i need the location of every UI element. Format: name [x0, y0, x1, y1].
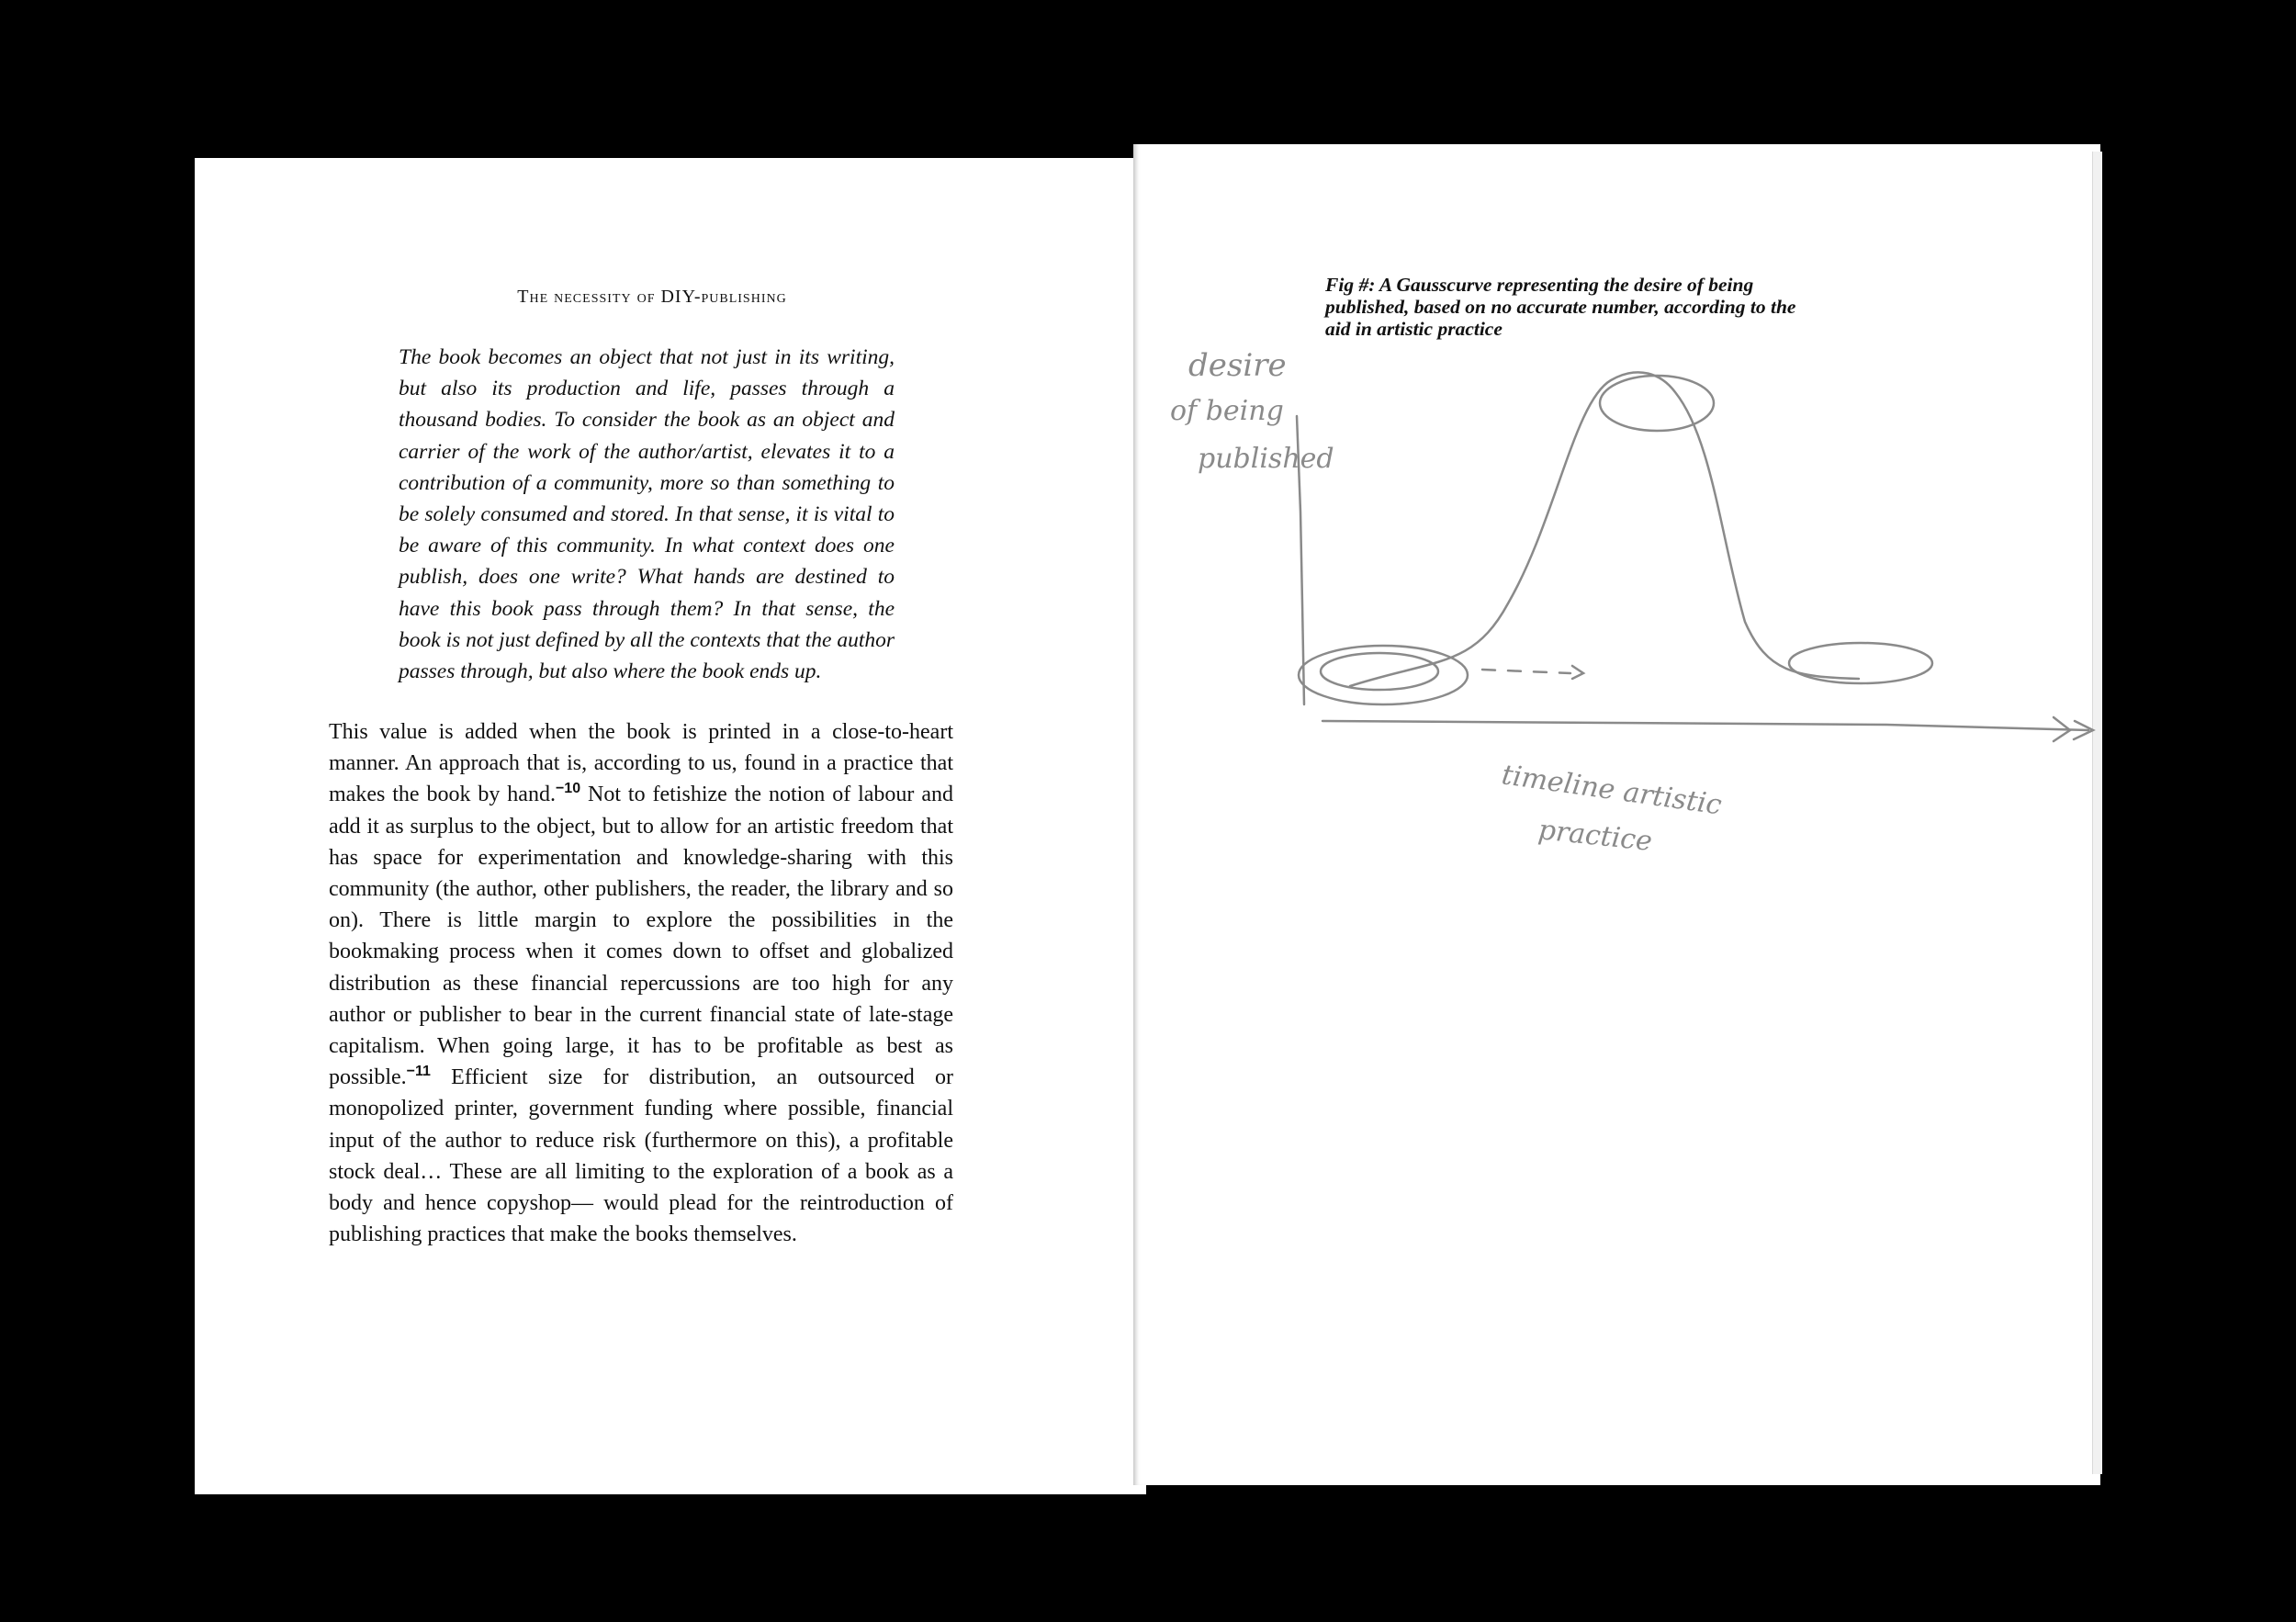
body-text-part-2: Not to fetishize the notion of labour and add it as surplus to the object, but to allow for an artistic freedom that has space for experimentation and knowledge-sharing with this community (the author, other publishers, the reader, the library and so on). There is little margin to explore the possibilities in the bookmaking process when it comes down to offset and globalized distribution as these financial repercussions are too high for any author or publisher to bear in the current financial state of late-stage capitalism. When going large, it has to be profitable as best as possible. [329, 783, 953, 1090]
footnote-reference-10[interactable]: −10 [555, 781, 581, 797]
dashed-arrowhead [1572, 666, 1583, 679]
x-label-line-2: practice [1536, 814, 1654, 858]
footnote-reference-11[interactable]: −11 [406, 1064, 431, 1080]
y-label-line-3: published [1198, 443, 1334, 475]
gauss-curve-line [1350, 372, 1859, 686]
right-tail-circle [1789, 643, 1932, 683]
left-tail-circle [1299, 646, 1468, 704]
running-head: The necessity of DIY-publishing [517, 287, 787, 307]
x-label-line-1: timeline artistic [1499, 759, 1724, 822]
y-label-line-1: desire [1188, 347, 1287, 384]
y-label-line-2: of being [1170, 395, 1284, 427]
dashed-arrow-line [1482, 670, 1570, 673]
body-text-part-1: This value is added when the book is printed in a close-to-heart manner. An approach that is, according to us, found in a practice that makes the book by hand. [329, 720, 953, 807]
hand-drawn-gauss-curve [1133, 144, 2100, 1485]
body-text-part-3: Efficient size for distribution, an outsourced or monopolized printer, government funding where possible, financial input of the author to reduce risk (furthermore on this), a profitable stock deal… These are all limiting to the exploration of a book as a body and hence copyshop— would plead for the reintroduction of publishing practices that make the books themselves. [329, 1065, 953, 1247]
left-tail-circle-inner [1321, 653, 1438, 690]
peak-circle [1600, 376, 1714, 431]
x-axis [1322, 721, 2088, 730]
body-paragraph [329, 716, 953, 1250]
pull-quote: The book becomes an object that not just in its writing, but also its production and life, passes through a thousand bodies. To consider the book as an object and carrier of the work of the author/artist, elevates it to a contribution of a community, more so than something to be solely consumed and stored. In that sense, it is vital to be aware of this community. In what context does one publish, does one write? What hands are destined to have this book pass through them? In that sense, the book is not just defined by all the contexts that the author passes through, but also where the book ends up. [399, 345, 895, 684]
figure-caption: Fig #: A Gausscurve representing the desire of being published, based on no accurate number, according to the aid in artistic practice [1325, 274, 1796, 340]
